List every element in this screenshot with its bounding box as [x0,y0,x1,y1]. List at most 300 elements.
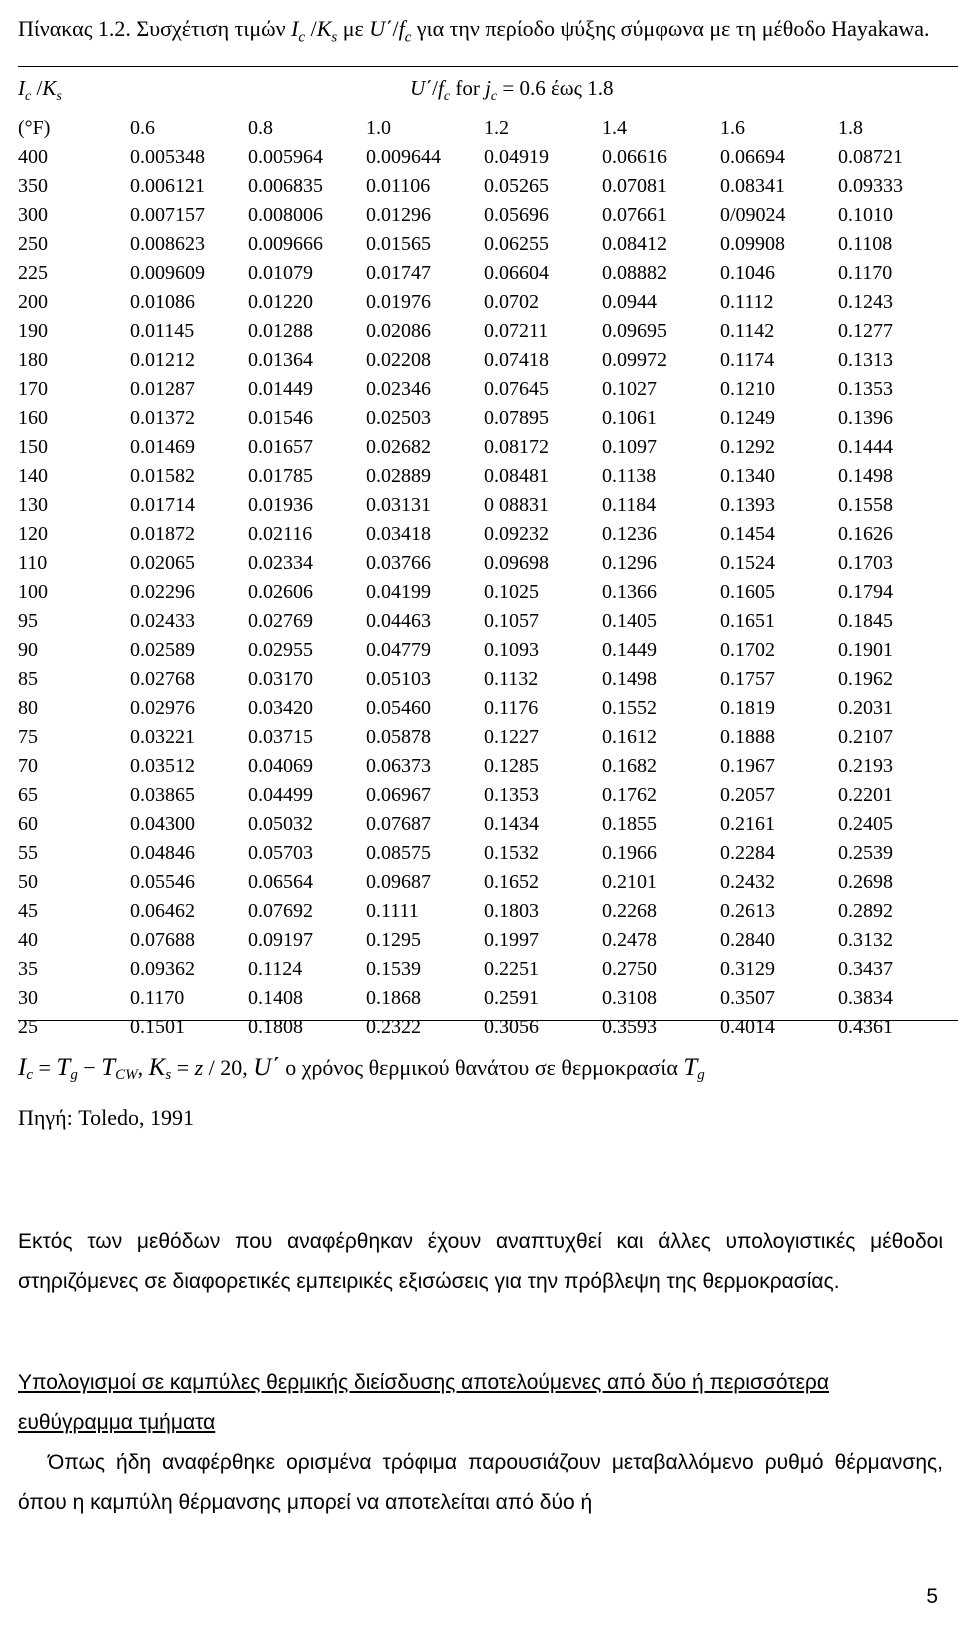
table-cell: 0.1855 [602,813,657,835]
table-cell: 0.01582 [130,465,195,487]
table-cell: 0.1138 [602,465,657,487]
table-cell: 0.01785 [248,465,313,487]
row-label-cell: 130 [18,494,48,516]
table-cell: 0.01212 [130,349,195,371]
table-cell: 0.1025 [484,581,539,603]
table-cell: 0.04199 [366,581,431,603]
table-cell: 0.08341 [720,175,785,197]
table-cell: 0.08172 [484,436,549,458]
table-cell: 0.009609 [130,262,205,284]
table-cell: 0.2057 [720,784,775,806]
bottom-rule [18,1020,958,1021]
table-cell: 0.2193 [838,755,893,777]
table-cell: 0.1027 [602,378,657,400]
table-cell: 0.1353 [484,784,539,806]
table-cell: 0.2031 [838,697,893,719]
table-cell: 0.02682 [366,436,431,458]
table-cell: 0.1651 [720,610,775,632]
table-cell: 0.05703 [248,842,313,864]
table-cell: 0.2539 [838,842,893,864]
row-label-cell: 400 [18,146,48,168]
table-row [18,491,956,520]
table-cell: 0.1296 [602,552,657,574]
row-label-cell: 150 [18,436,48,458]
row-label-cell: 95 [18,610,38,632]
table-row [18,607,956,636]
table-cell: 0.05265 [484,175,549,197]
table-cell: 0.1498 [838,465,893,487]
table-cell: 0.07211 [484,320,549,342]
table-cell: 0.0702 [484,291,539,313]
table-cell: 0.3834 [838,987,893,1009]
table-cell: 0.01449 [248,378,313,400]
table-cell: 0.1454 [720,523,775,545]
table-cell: 0.08412 [602,233,667,255]
table-row [18,433,956,462]
table-row [18,636,956,665]
table-row [18,810,956,839]
table-row [18,578,956,607]
table-row [18,984,956,1013]
table-cell: 0.2201 [838,784,893,806]
table-cell: 0.04463 [366,610,431,632]
table-cell: 0 08831 [484,494,549,516]
table-cell: 0.06373 [366,755,431,777]
table-cell: 0.01288 [248,320,313,342]
table-cell: 0.06564 [248,871,313,893]
table-cell: 0.2750 [602,958,657,980]
table-cell: 0.04846 [130,842,195,864]
table-cell: 0.03512 [130,755,195,777]
table-header-row [18,114,956,143]
table-cell: 0.1558 [838,494,893,516]
table-cell: 0.02086 [366,320,431,342]
table-cell: 0.05546 [130,871,195,893]
formula-line: $I_c = T_g - T_{CW}$, $K_s = z / 20$, U΄ ο χρόνος θερμικού θανάτου σε θερμοκρασία $T_g$ [18,1054,705,1083]
table-cell: 0.1132 [484,668,539,690]
table-cell: 0.01546 [248,407,313,429]
table-cell: 0.1703 [838,552,893,574]
table-cell: 0.01296 [366,204,431,226]
table-cell: 0.009644 [366,146,441,168]
table-cell: 0.01657 [248,436,313,458]
table-cell: 0.1184 [602,494,657,516]
table-cell: 0.01220 [248,291,313,313]
table-cell: 0.03131 [366,494,431,516]
table-cell: 1.0 [366,117,391,139]
table-cell: 0.4014 [720,1016,775,1038]
table-cell: 0.06462 [130,900,195,922]
table-cell: 0.07661 [602,204,667,226]
row-label-cell: 55 [18,842,38,864]
row-label-cell: 190 [18,320,48,342]
table-cell: 0.06604 [484,262,549,284]
table-cell: 0.01747 [366,262,431,284]
table-cell: 0.1966 [602,842,657,864]
table-cell: 0.07081 [602,175,667,197]
table-cell: 0.1444 [838,436,893,458]
table-row [18,520,956,549]
table-cell: 0.02296 [130,581,195,603]
table-cell: 0.3129 [720,958,775,980]
table-cell: 0.8 [248,117,273,139]
row-label-cell: 75 [18,726,38,748]
row-label-cell: 170 [18,378,48,400]
table-cell: 0.1605 [720,581,775,603]
table-cell: 0.03715 [248,726,313,748]
table-cell: 0.09362 [130,958,195,980]
table-row [18,317,956,346]
table-cell: 0.2161 [720,813,775,835]
table-cell: 0.01287 [130,378,195,400]
table-cell: 0.1353 [838,378,893,400]
table-cell: 0.1061 [602,407,657,429]
table-cell: 0.07687 [366,813,431,835]
table-cell: 0.02976 [130,697,195,719]
table-cell: 0.1803 [484,900,539,922]
table-caption: Πίνακας 1.2. Συσχέτιση τιμών $I_c$ $/K_s$ με $U΄/f_c$ για την περίοδο ψύξης σύμφωνα με τη μέθοδο Hayakawa. [18,16,930,46]
paragraph-2: Όπως ήδη αναφέρθηκε ορισμένα τρόφιμα παρουσιάζουν μεταβαλλόμενο ρυθμό θέρμανσης, όπου η καμπύλη θέρμανσης μπορεί να αποτελείται από δύο ή [18,1451,943,1514]
table-cell: 0.005964 [248,146,323,168]
table-row [18,868,956,897]
table-cell: 0.3437 [838,958,893,980]
table-cell: 0.3132 [838,929,893,951]
table-cell: 0.1498 [602,668,657,690]
table-cell: 0.3593 [602,1016,657,1038]
table-cell: 0.03865 [130,784,195,806]
table-cell: 0.02346 [366,378,431,400]
table-cell: 0.1210 [720,378,775,400]
table-cell: 0.2268 [602,900,657,922]
header-left-label: $I_c$ $/K_s$ [18,76,62,105]
table-cell: 1.6 [720,117,745,139]
table-cell: 0.3507 [720,987,775,1009]
table-cell: 0.1997 [484,929,539,951]
table-cell: 0.1868 [366,987,421,1009]
table-cell: 0.1652 [484,871,539,893]
table-cell: 0.07688 [130,929,195,951]
table-row [18,230,956,259]
table-cell: 0.08575 [366,842,431,864]
row-label-cell: 45 [18,900,38,922]
table-cell: 0.1295 [366,929,421,951]
table-cell: 0.04919 [484,146,549,168]
table-cell: 0.01145 [130,320,195,342]
table-cell: 0.06616 [602,146,667,168]
table-cell: 0.1277 [838,320,893,342]
table-cell: 0.006835 [248,175,323,197]
table-cell: 1.8 [838,117,863,139]
table-cell: 0.1111 [366,900,419,922]
table-cell: 0.1434 [484,813,539,835]
table-cell: 0.08882 [602,262,667,284]
table-row [18,781,956,810]
table-cell: 0.1227 [484,726,539,748]
table-cell: 0.02065 [130,552,195,574]
table-cell: 0.02606 [248,581,313,603]
section-heading: Υπολογισμοί σε καμπύλες θερμικής διείσδυσης αποτελούμενες από δύο ή περισσότερα ευθύγραμμα τμήματα [18,1371,830,1434]
table-cell: 0.05103 [366,668,431,690]
table-cell: 0.01106 [366,175,431,197]
row-label-cell: 140 [18,465,48,487]
table-cell: 0.2405 [838,813,893,835]
table-cell: 0.1313 [838,349,893,371]
table-cell: 0.1108 [838,233,893,255]
table-cell: 0.1142 [720,320,775,342]
table-cell: 0.07418 [484,349,549,371]
table-cell: 0.1236 [602,523,657,545]
table-cell: 0.2284 [720,842,775,864]
table-cell: 0.1449 [602,639,657,661]
table-cell: 0.02889 [366,465,431,487]
row-label-cell: 350 [18,175,48,197]
table-cell: 0.1762 [602,784,657,806]
row-label-cell: 25 [18,1016,38,1038]
table-row [18,752,956,781]
table-cell: 0.05032 [248,813,313,835]
table-cell: 0.1249 [720,407,775,429]
table-row [18,172,956,201]
table-row [18,839,956,868]
table-cell: 0.1539 [366,958,421,980]
table-cell: 0.009666 [248,233,323,255]
table-cell: 0.1097 [602,436,657,458]
table-row [18,549,956,578]
table-cell: 0.01364 [248,349,313,371]
table-cell: 1.4 [602,117,627,139]
table-row [18,897,956,926]
table-cell: 0.01565 [366,233,431,255]
table-row [18,201,956,230]
table-row [18,694,956,723]
table-cell: 0.1845 [838,610,893,632]
table-cell: 0.04499 [248,784,313,806]
table-cell: 0.07692 [248,900,313,922]
table-cell: 0.2840 [720,929,775,951]
table-cell: 0.1174 [720,349,775,371]
table-cell: 0.01372 [130,407,195,429]
row-label-cell: 60 [18,813,38,835]
table-row [18,375,956,404]
table-cell: 0.1176 [484,697,539,719]
table-cell: 0.02208 [366,349,431,371]
table-cell: 0.1532 [484,842,539,864]
table-cell: 0.09197 [248,929,313,951]
table-cell: 0.1405 [602,610,657,632]
table-cell: 0.1808 [248,1016,303,1038]
table-cell: 0.04300 [130,813,195,835]
table-cell: 1.2 [484,117,509,139]
table-cell: 0.2478 [602,929,657,951]
table-cell: 0.04779 [366,639,431,661]
row-label-cell: (°F) [18,117,51,139]
table-cell: 0.0944 [602,291,657,313]
page-number: 5 [926,1585,938,1608]
table-cell: 0.005348 [130,146,205,168]
paragraph-1: Εκτός των μεθόδων που αναφέρθηκαν έχουν αναπτυχθεί και άλλες υπολογιστικές μέθοδοι στηριζόμενες σε διαφορετικές εμπειρικές εξισώσεις για την πρόβλεψη της θερμοκρασίας. [18,1230,943,1293]
table-cell: 0.06694 [720,146,785,168]
table-cell: 0.2698 [838,871,893,893]
table-cell: 0.06967 [366,784,431,806]
row-label-cell: 100 [18,581,48,603]
table-cell: 0.02768 [130,668,195,690]
table-row [18,955,956,984]
table-cell: 0.04069 [248,755,313,777]
table-cell: 0.008006 [248,204,323,226]
table-cell: 0.09232 [484,523,549,545]
table-cell: 0.1967 [720,755,775,777]
row-label-cell: 70 [18,755,38,777]
table-cell: 0.1888 [720,726,775,748]
table-cell: 0.03420 [248,697,313,719]
table-cell: 0.03170 [248,668,313,690]
table-cell: 0.1292 [720,436,775,458]
table-cell: 0.01714 [130,494,195,516]
table-row [18,1013,956,1042]
table-cell: 0.08721 [838,146,903,168]
table-cell: 0.09698 [484,552,549,574]
row-label-cell: 160 [18,407,48,429]
top-rule [18,66,958,67]
table-cell: 0.1408 [248,987,303,1009]
table-cell: 0.1393 [720,494,775,516]
table-cell: 0.1962 [838,668,893,690]
table-cell: 0.05460 [366,697,431,719]
table-cell: 0.07895 [484,407,549,429]
table-cell: 0.1010 [838,204,893,226]
table-cell: 0.2591 [484,987,539,1009]
source-note: Πηγή: Toledo, 1991 [18,1105,195,1130]
header-group-label: $U΄/f_c$ for $j_c = 0.6$ έως 1.8 [410,76,614,105]
table-cell: 0.1112 [720,291,774,313]
table-cell: 0.2322 [366,1016,421,1038]
table-cell: 0.1124 [248,958,303,980]
row-label-cell: 65 [18,784,38,806]
row-label-cell: 110 [18,552,48,574]
table-cell: 0.1757 [720,668,775,690]
table-cell: 0.2432 [720,871,775,893]
table-cell: 0.09972 [602,349,667,371]
table-cell: 0.1524 [720,552,775,574]
table-row [18,926,956,955]
table-row [18,462,956,491]
table-cell: 0.07645 [484,378,549,400]
table-row [18,346,956,375]
table-cell: 0.1340 [720,465,775,487]
table-cell: 0.2892 [838,900,893,922]
table-cell: 0.09687 [366,871,431,893]
table-cell: 0/09024 [720,204,786,226]
table-cell: 0.1243 [838,291,893,313]
table-cell: 0.02955 [248,639,313,661]
row-label-cell: 90 [18,639,38,661]
table-cell: 0.1170 [838,262,893,284]
table-cell: 0.2107 [838,726,893,748]
table-cell: 0.02433 [130,610,195,632]
table-cell: 0.01469 [130,436,195,458]
table-cell: 0.1046 [720,262,775,284]
table-cell: 0.02334 [248,552,313,574]
table-cell: 0.05696 [484,204,549,226]
table-cell: 0.007157 [130,204,205,226]
table-cell: 0.1396 [838,407,893,429]
table-row [18,665,956,694]
table-cell: 0.03221 [130,726,195,748]
table-cell: 0.1366 [602,581,657,603]
row-label-cell: 180 [18,349,48,371]
table-cell: 0.1093 [484,639,539,661]
table-cell: 0.03766 [366,552,431,574]
table-row [18,288,956,317]
row-label-cell: 50 [18,871,38,893]
row-label-cell: 80 [18,697,38,719]
table-cell: 0.1285 [484,755,539,777]
table-cell: 0.03418 [366,523,431,545]
table-cell: 0.008623 [130,233,205,255]
table-cell: 0.1552 [602,697,657,719]
row-label-cell: 35 [18,958,38,980]
table-cell: 0.1682 [602,755,657,777]
table-cell: 0.01086 [130,291,195,313]
table-cell: 0.01872 [130,523,195,545]
table-cell: 0.02503 [366,407,431,429]
table-cell: 0.09695 [602,320,667,342]
table-cell: 0.3056 [484,1016,539,1038]
table-cell: 0.1819 [720,697,775,719]
table-cell: 0.1626 [838,523,893,545]
table-cell: 0.02116 [248,523,313,545]
row-label-cell: 30 [18,987,38,1009]
table-row [18,404,956,433]
table-cell: 0.01936 [248,494,313,516]
table-cell: 0.09908 [720,233,785,255]
table-cell: 0.05878 [366,726,431,748]
row-label-cell: 250 [18,233,48,255]
row-label-cell: 85 [18,668,38,690]
table-cell: 0.1702 [720,639,775,661]
table-cell: 0.1057 [484,610,539,632]
table-cell: 0.1170 [130,987,185,1009]
table-row [18,259,956,288]
table-cell: 0.3108 [602,987,657,1009]
table-cell: 0.1501 [130,1016,185,1038]
table-cell: 0.2251 [484,958,539,980]
table-cell: 0.08481 [484,465,549,487]
row-label-cell: 300 [18,204,48,226]
table-row [18,143,956,172]
row-label-cell: 40 [18,929,38,951]
row-label-cell: 120 [18,523,48,545]
table-cell: 0.2101 [602,871,657,893]
table-cell: 0.2613 [720,900,775,922]
table-cell: 0.01976 [366,291,431,313]
table-cell: 0.006121 [130,175,205,197]
table-cell: 0.02769 [248,610,313,632]
row-label-cell: 225 [18,262,48,284]
table-row [18,723,956,752]
table-cell: 0.01079 [248,262,313,284]
table-cell: 0.06255 [484,233,549,255]
table-cell: 0.1794 [838,581,893,603]
data-table [18,114,956,1042]
table-cell: 0.4361 [838,1016,893,1038]
table-cell: 0.1612 [602,726,657,748]
table-cell: 0.09333 [838,175,903,197]
table-cell: 0.1901 [838,639,893,661]
row-label-cell: 200 [18,291,48,313]
table-cell: 0.6 [130,117,155,139]
table-cell: 0.02589 [130,639,195,661]
